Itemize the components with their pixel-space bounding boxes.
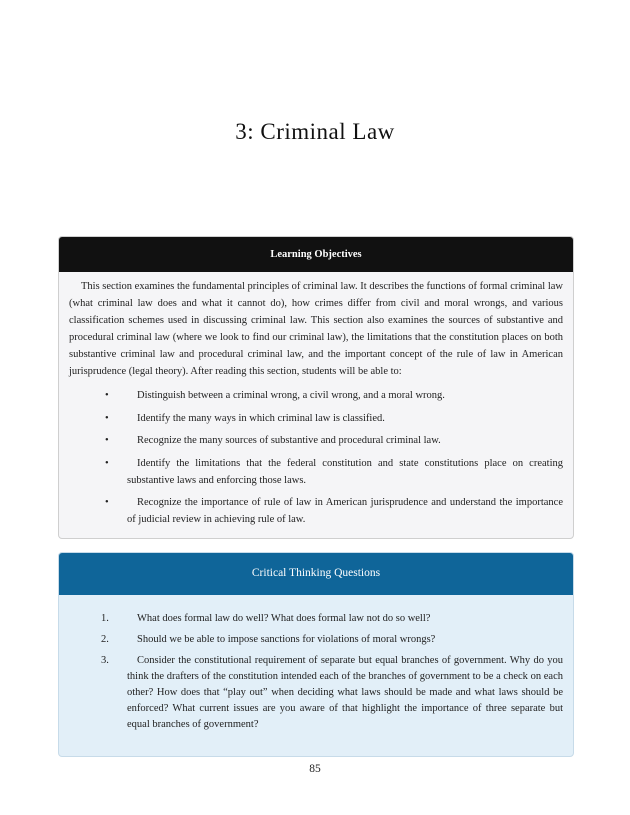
list-item: [69, 611, 563, 627]
learning-objectives-intro: This section examines the fundamental principles of criminal law. It describes the functions of formal criminal law (what criminal law does and what it cannot do), how crimes differ from civil and moral wrongs, and various classification schemes used in discussing criminal law. This section also examines the sources of substantive and procedural criminal law (where we look to find our criminal law), the limitations that the constitution places on both substantive criminal law and procedural criminal law, and the important concept of the rule of law in American jurisprudence (legal theory). After reading this section, students will be able to:: [69, 281, 563, 377]
bullet-icon: •: [105, 412, 109, 424]
question-text: What does formal law do well? What does formal law not do so well?: [137, 613, 431, 624]
question-number: 1.: [101, 613, 109, 624]
objective-text: Recognize the many sources of substantive and procedural criminal law.: [137, 435, 441, 446]
critical-thinking-body: [59, 595, 573, 733]
question-text: Consider the constitutional requirement of separate but equal branches of government. Why do you think the drafters of the constitution intended each of the branches of government to be a check on each other? How does that “play out” when deciding what laws should be made and what laws should be enforced? What current issues are you aware of that highlight the importance of three separate but equal branches of government?: [127, 655, 563, 730]
questions-list: [69, 611, 563, 733]
learning-objectives-box: [58, 236, 574, 539]
bullet-icon: •: [105, 457, 109, 469]
bullet-icon: •: [105, 435, 109, 446]
objectives-list: [69, 387, 563, 528]
list-item: [69, 432, 563, 449]
chapter-title: 3: Criminal Law: [235, 119, 395, 144]
bullet-icon: •: [105, 390, 109, 401]
question-number: 3.: [101, 655, 109, 666]
objective-text: Recognize the importance of rule of law in American jurisprudence and understand the importance of judicial review in achieving rule of law.: [127, 497, 563, 525]
list-item: [69, 455, 563, 489]
critical-thinking-heading: Critical Thinking Questions: [59, 553, 573, 595]
page-number: 85: [309, 763, 321, 775]
list-item: [69, 410, 563, 427]
objective-text: Distinguish between a criminal wrong, a civil wrong, and a moral wrong.: [137, 390, 445, 401]
bullet-icon: •: [105, 497, 109, 508]
list-item: [69, 494, 563, 528]
list-item: [69, 632, 563, 648]
objective-text: Identify the many ways in which criminal law is classified.: [137, 412, 385, 424]
question-number: 2.: [101, 634, 109, 645]
list-item: [69, 653, 563, 733]
objective-text: Identify the limitations that the federal constitution and state constitutions place on creating substantive laws and enforcing those laws.: [127, 457, 563, 486]
learning-objectives-body: [59, 272, 573, 528]
learning-objectives-heading: Learning Objectives: [59, 237, 573, 272]
critical-thinking-box: [58, 552, 574, 757]
list-item: [69, 387, 563, 404]
question-text: Should we be able to impose sanctions for violations of moral wrongs?: [137, 634, 436, 645]
